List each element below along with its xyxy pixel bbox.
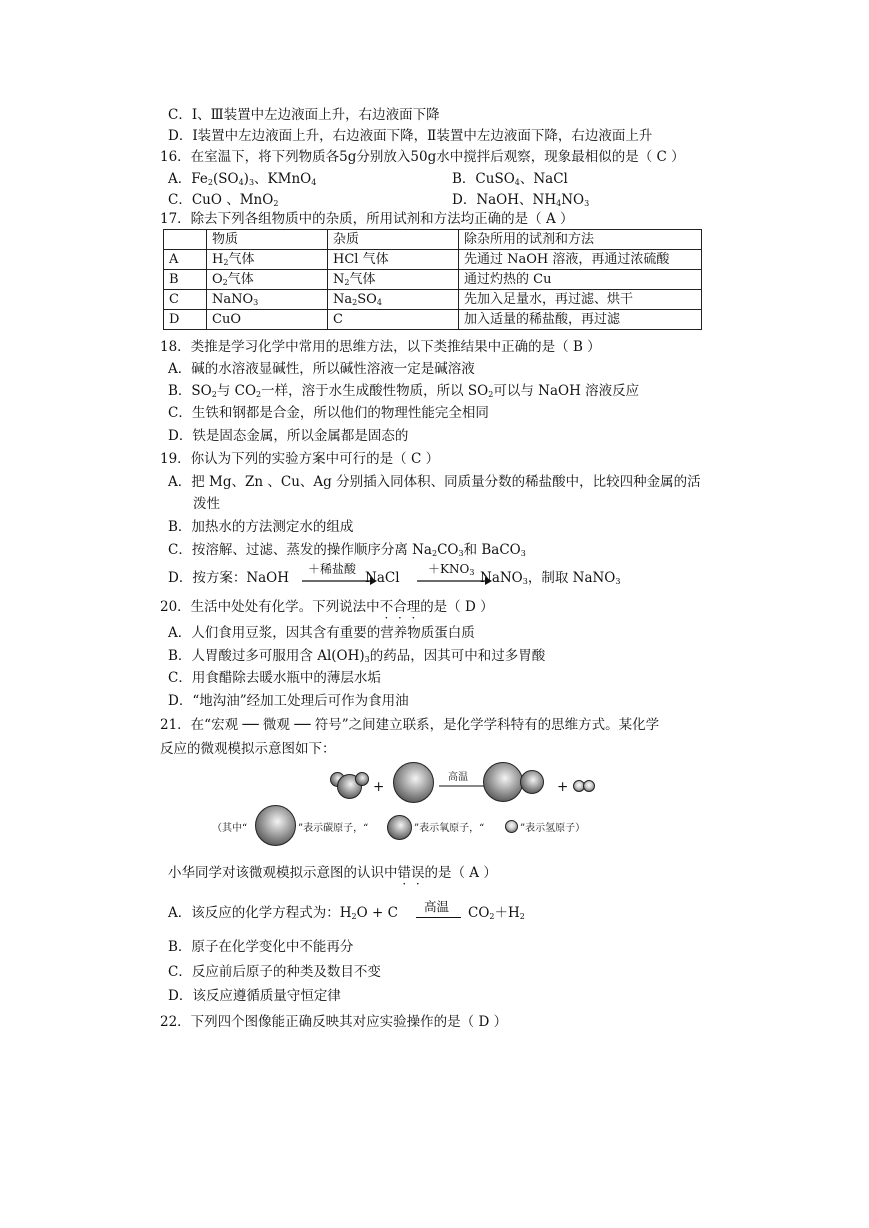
row-method: 加入适量的稀盐酸，再过滤 bbox=[459, 310, 702, 330]
q16-option-d: D．NaOH、$NH_4NO_3$ bbox=[452, 192, 590, 208]
q16-option-b: B．CuSO$_4$、NaCl bbox=[452, 171, 568, 187]
arrow-label-hcl: ＋稀盐酸 bbox=[308, 562, 357, 576]
oxygen-atom-icon bbox=[520, 770, 544, 794]
row-label: C bbox=[164, 290, 207, 310]
q19-option-d-start: D．按方案：NaOH bbox=[168, 570, 290, 586]
q19-option-b: B．加热水的方法测定水的组成 bbox=[168, 519, 354, 535]
q21-option-c: C．反应前后原子的种类及数目不变 bbox=[168, 964, 381, 980]
legend-hydrogen-suffix: ”表示氢原子） bbox=[520, 823, 586, 834]
q19-option-c: C．按溶解、过滤、蒸发的操作顺序分离 $Na_2CO_3$和 BaCO$_3$ bbox=[168, 542, 526, 558]
carbon-atom-icon bbox=[483, 762, 523, 802]
carbon-atom-icon bbox=[255, 805, 296, 846]
oxygen-atom-icon bbox=[387, 815, 412, 840]
arrow-label-kno3: $+KNO_3$ bbox=[428, 562, 475, 577]
row-label: B bbox=[164, 270, 207, 290]
q19-nano3-end: NaNO$_3$，制取 NaNO$_3$ bbox=[480, 570, 621, 586]
q15-option-d: D．Ⅰ装置中左边液面上升，右边液面下降，Ⅱ装置中左边液面下降，右边液面上升 bbox=[168, 128, 653, 144]
table-header-cell: 除杂所用的试剂和方法 bbox=[459, 230, 702, 250]
row-substance: $O_2$气体 bbox=[207, 270, 328, 290]
hydrogen-atom-icon bbox=[583, 780, 595, 792]
table-header-cell: 杂质 bbox=[328, 230, 459, 250]
row-impurity: $N_2$气体 bbox=[328, 270, 459, 290]
equation-bar bbox=[416, 917, 461, 918]
row-substance: NaNO$_3$ bbox=[207, 290, 328, 310]
q19-nacl: NaCl bbox=[365, 570, 400, 586]
carbon-atom-icon bbox=[393, 762, 434, 803]
plus-sign: + bbox=[373, 779, 385, 795]
plus-sign: + bbox=[557, 779, 569, 795]
row-impurity: $Na_2SO_4$ bbox=[328, 290, 459, 310]
table-header-row bbox=[164, 230, 702, 250]
q18-option-d: D．铁是固态金属，所以金属都是固态的 bbox=[168, 428, 409, 444]
row-label: A bbox=[164, 250, 207, 270]
row-method: 先加入足量水，再过滤、烘干 bbox=[459, 290, 702, 310]
equation-products: $CO_2+H_2$ bbox=[468, 905, 525, 921]
q20-stem: 20．生活中处处有化学。下列说法中不合理的是（ D ） bbox=[160, 599, 494, 615]
q20-option-d: D．“地沟油”经加工处理后可作为食用油 bbox=[168, 693, 409, 709]
q15-option-c: C．Ⅰ、Ⅲ装置中左边液面上升，右边液面下降 bbox=[168, 107, 440, 123]
row-method: 通过灼热的 Cu bbox=[459, 270, 702, 290]
hydrogen-atom-icon bbox=[355, 772, 369, 786]
table-row bbox=[164, 310, 702, 330]
legend-carbon-prefix: （其中“ bbox=[212, 823, 248, 834]
q17-table bbox=[163, 229, 702, 330]
row-impurity: C bbox=[328, 310, 459, 330]
q21-question: 小华同学对该微观模拟示意图的认识中错误的是（ A ） bbox=[168, 865, 497, 881]
q20-option-c: C．用食醋除去暖水瓶中的薄层水垢 bbox=[168, 670, 381, 686]
legend-hydrogen-prefix: ”表示氧原子，“ bbox=[414, 823, 485, 834]
q16-stem: 16．在室温下，将下列物质各5g分别放入50g水中搅拌后观察，现象最相似的是（ C ） bbox=[160, 149, 685, 165]
row-substance: CuO bbox=[207, 310, 328, 330]
table-header-cell bbox=[164, 230, 207, 250]
q21-option-d: D．该反应遵循质量守恒定律 bbox=[168, 988, 341, 1004]
q20-option-b: B．人胃酸过多可服用含 $Al(OH)_3$的药品，因其可中和过多胃酸 bbox=[168, 648, 546, 664]
q19-option-a: A．把 Mg、Zn 、Cu、Ag 分别插入同体积、同质量分数的稀盐酸中，比较四种金属的活 bbox=[168, 474, 701, 490]
table-row bbox=[164, 290, 702, 310]
equation-condition: 高温 bbox=[424, 899, 450, 914]
table-header-cell: 物质 bbox=[207, 230, 328, 250]
table-row bbox=[164, 250, 702, 270]
q18-stem: 18．类推是学习化学中常用的思维方法，以下类推结果中正确的是（ B ） bbox=[160, 339, 601, 355]
q22-stem: 22．下列四个图像能正确反映其对应实验操作的是（ D ） bbox=[160, 1014, 508, 1030]
q21-stem-continued: 反应的微观模拟示意图如下： bbox=[160, 741, 336, 757]
q21-stem: 21．在“宏观 ── 微观 ── 符号”之间建立联系，是化学学科特有的思维方式。某化学 bbox=[160, 717, 660, 733]
table-row bbox=[164, 270, 702, 290]
q17-stem: 17．除去下列各组物质中的杂质，所用试剂和方法均正确的是（ A ） bbox=[160, 211, 574, 227]
row-impurity: HCl 气体 bbox=[328, 250, 459, 270]
q20-option-a: A．人们食用豆浆，因其含有重要的营养物质蛋白质 bbox=[168, 625, 475, 641]
q19-stem: 19．你认为下列的实验方案中可行的是（ C ） bbox=[160, 451, 440, 467]
q16-option-c: C．CuO 、MnO$_2$ bbox=[168, 192, 279, 208]
q21-option-a: A．该反应的化学方程式为：$H_2O + C$ bbox=[168, 905, 398, 921]
q19-option-a-continued: 泼性 bbox=[193, 496, 220, 512]
row-substance: $H_2$气体 bbox=[207, 250, 328, 270]
q16-option-a: A．$Fe_2(SO_4)_3$、KMnO$_4$ bbox=[168, 171, 317, 187]
q18-option-c: C．生铁和钢都是合金，所以他们的物理性能完全相同 bbox=[168, 405, 489, 421]
row-label: D bbox=[164, 310, 207, 330]
q18-option-a: A．碱的水溶液显碱性，所以碱性溶液一定是碱溶液 bbox=[168, 361, 475, 377]
q21-option-b: B．原子在化学变化中不能再分 bbox=[168, 939, 354, 955]
q18-option-b: B．$SO_2$与 $CO_2$一样，溶于水生成酸性物质，所以 $SO_2$可以与 NaOH 溶液反应 bbox=[168, 383, 640, 399]
condition-label: 高温 bbox=[448, 772, 468, 783]
legend-oxygen-prefix: ”表示碳原子，“ bbox=[298, 823, 369, 834]
hydrogen-atom-icon bbox=[505, 820, 518, 833]
row-method: 先通过 NaOH 溶液，再通过浓硫酸 bbox=[459, 250, 702, 270]
